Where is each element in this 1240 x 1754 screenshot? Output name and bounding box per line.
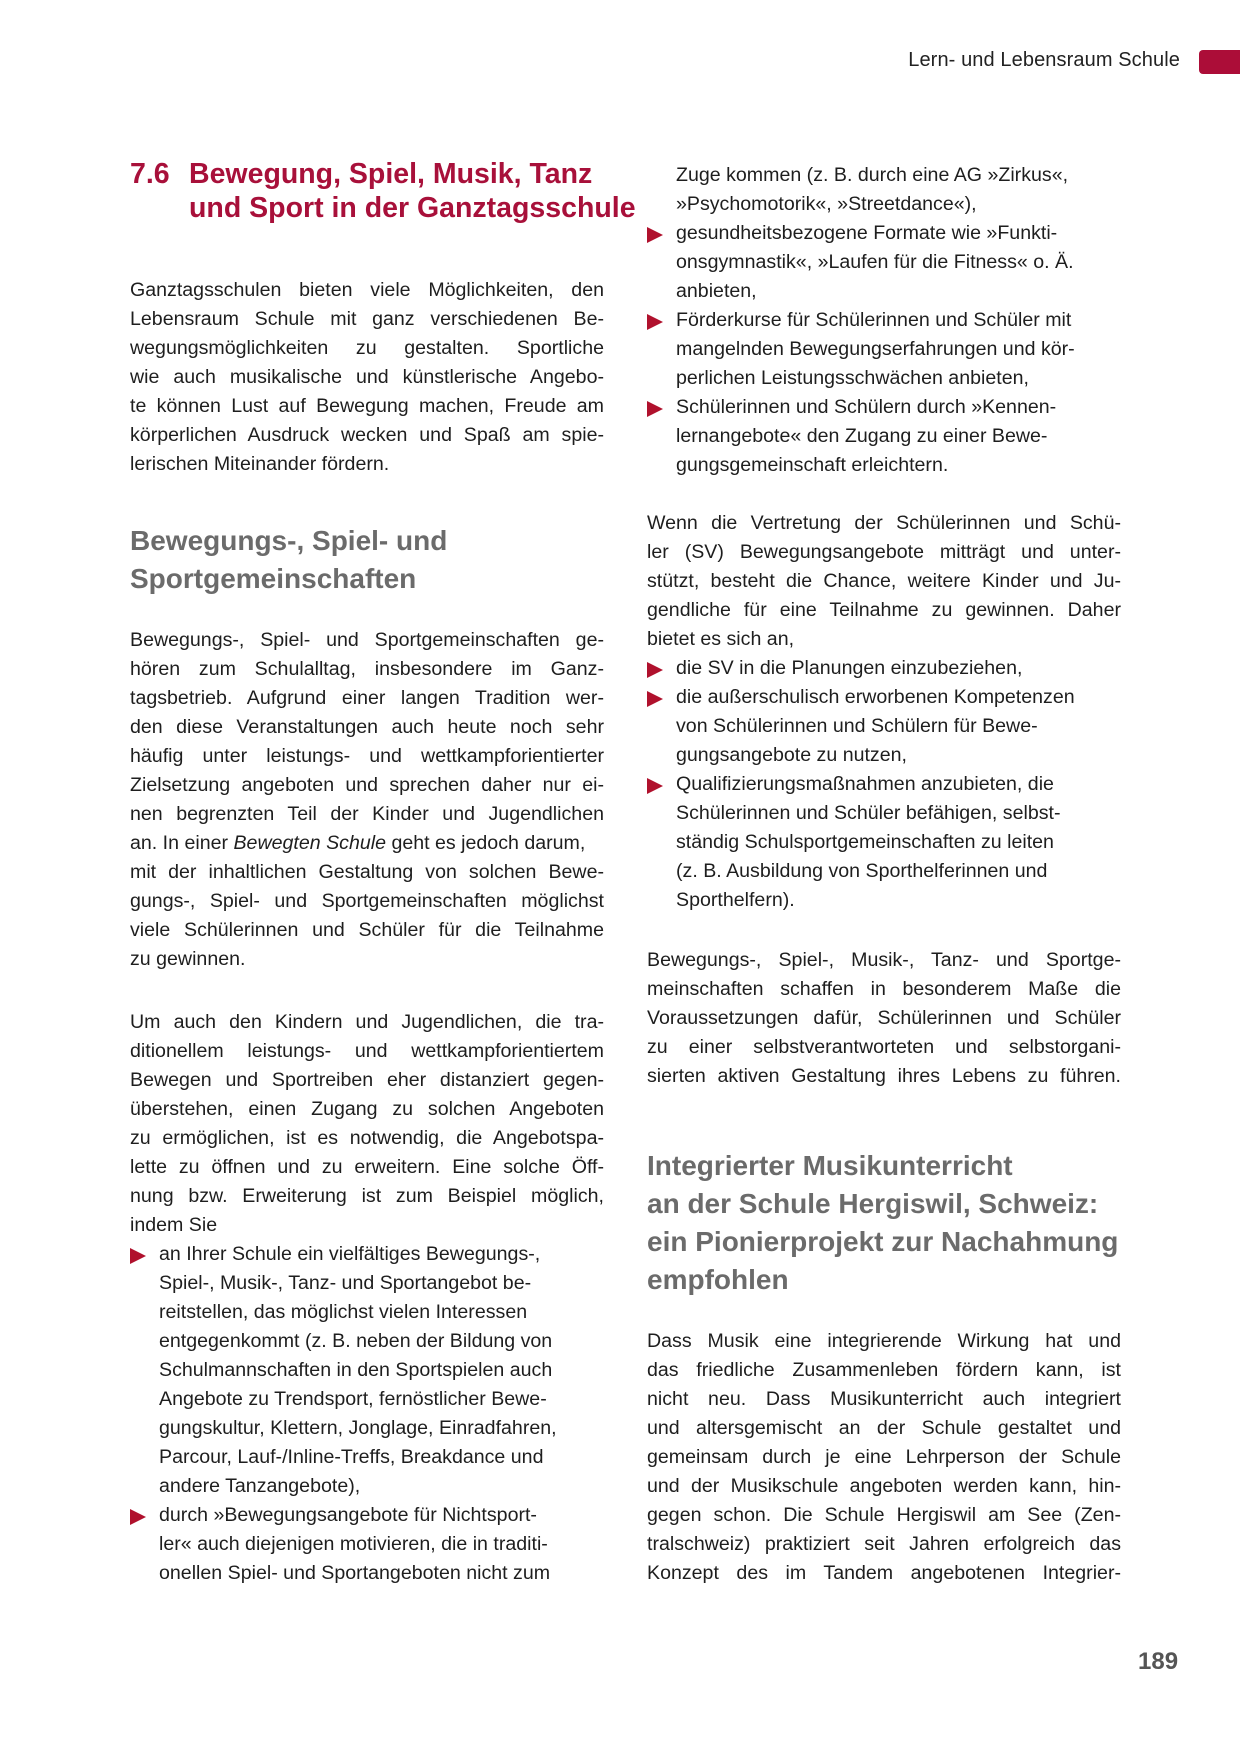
text-line: an Ihrer Schule ein vielfältiges Bewegungs-, [159,1243,541,1265]
text-line: lernangebote« den Zugang zu einer Bewe- [676,425,1048,447]
text-line: Angebote zu Trendsport, fernöstlicher Bewe- [159,1388,547,1410]
text-line: zu gewinnen. [130,948,246,970]
text-line: lette zu öffnen und zu erweitern. Eine solche Öff- [130,1156,604,1178]
triangle-bullet-icon [130,1248,146,1264]
text-line: Ganztagsschulen bieten viele Möglichkeiten, den [130,279,604,301]
text-line: nung bzw. Erweiterung ist zum Beispiel möglich, [130,1185,604,1207]
text-line: wie auch musikalische und künstlerische Angebo- [130,366,604,388]
text-line [130,829,604,858]
text-line: ditionellem leistungs- und wettkampforientiertem [130,1040,604,1062]
text-line: gungsgemeinschaft erleichtern. [676,454,949,476]
text-line: gungskultur, Klettern, Jonglage, Einradfahren, [159,1417,557,1439]
text-line: perlichen Leistungsschwächen anbieten, [676,367,1029,389]
subheading-line: Sportgemeinschaften [130,563,417,594]
text-line: ler (SV) Bewegungsangebote mitträgt und unter- [647,541,1121,563]
text-line: Bewegen und Sportreiben eher distanziert gegen- [130,1069,604,1091]
text-line: Um auch den Kindern und Jugendlichen, die tra- [130,1011,604,1033]
text-line: und der Musikschule angeboten werden kann, hin- [647,1475,1121,1497]
text-line: Schülerinnen und Schülern durch »Kennen- [676,396,1057,418]
triangle-bullet-icon [647,662,663,678]
text-line: Förderkurse für Schülerinnen und Schüler mit [676,309,1072,331]
triangle-bullet-icon [647,314,663,330]
text-line: onellen Spiel- und Sportangeboten nicht zum [159,1562,551,1584]
section-title-line: und Sport in der Ganztagsschule [189,192,636,224]
triangle-bullet-icon [647,778,663,794]
triangle-bullet-icon [647,227,663,243]
text-line: Zielsetzung angeboten und sprechen daher nur ei- [130,774,604,796]
text-line: mit der inhaltlichen Gestaltung von solchen Bewe- [130,861,604,883]
text-line: bietet es sich an, [647,628,795,650]
text-line: ständig Schulsportgemeinschaften zu leiten [676,831,1054,853]
text-line: ler« auch diejenigen motivieren, die in traditi- [159,1533,548,1555]
text-line: durch »Bewegungsangebote für Nichtsport- [159,1504,537,1526]
subheading-line: an der Schule Hergiswil, Schweiz: [647,1188,1099,1219]
triangle-bullet-icon [647,691,663,707]
triangle-bullet-icon [647,401,663,417]
text-line: gungs-, Spiel- und Sportgemeinschaften möglichst [130,890,604,912]
text-line: und altersgemischt an der Schule gestaltet und [647,1417,1121,1439]
text-line: Dass Musik eine integrierende Wirkung hat und [647,1330,1121,1352]
text-line: viele Schülerinnen und Schüler für die Teilnahme [130,919,604,941]
page-number: 189 [1138,1648,1179,1675]
text-line: Sporthelfern). [676,889,795,911]
text-line: indem Sie [130,1214,218,1236]
text-line: wegungsmöglichkeiten zu gestalten. Sportliche [130,337,604,359]
running-head: Lern- und Lebensraum Schule [908,49,1180,71]
subheading-line: Bewegungs-, Spiel- und [130,525,448,556]
text-line: von Schülerinnen und Schülern für Bewe- [676,715,1038,737]
subheading-musikunterricht [647,1147,1118,1299]
text-line: zu ermöglichen, ist es notwendig, die Angebotspa- [130,1127,604,1149]
text-line: gemeinsam durch je eine Lehrperson der Schule [647,1446,1121,1468]
text-line: Lebensraum Schule mit ganz verschiedenen Be- [130,308,604,330]
text-line: mangelnden Bewegungserfahrungen und kör- [676,338,1075,360]
text-line: Schulmannschaften in den Sportspielen auch [159,1359,553,1381]
triangle-bullet-icon [130,1509,146,1525]
text-line: nicht neu. Dass Musikunterricht auch integriert [647,1388,1121,1410]
text-line: Parcour, Lauf-/Inline-Treffs, Breakdance und [159,1446,544,1468]
text-line: gendliche für eine Teilnahme zu gewinnen. Daher [647,599,1121,621]
text-line: Wenn die Vertretung der Schülerinnen und Schü- [647,512,1121,534]
text-line: Qualifizierungsmaßnahmen anzubieten, die [676,773,1054,795]
text-line: überstehen, einen Zugang zu solchen Angeboten [130,1098,604,1120]
text-line: Zuge kommen (z. B. durch eine AG »Zirkus«, [676,164,1069,186]
chapter-tab-marker [1199,50,1240,74]
text-line: körperlichen Ausdruck wecken und Spaß am spie- [130,424,604,446]
text-line: sierten aktiven Gestaltung ihres Lebens zu führen. [647,1065,1121,1087]
text-line: reitstellen, das möglichst vielen Interessen [159,1301,528,1323]
text-line: die außerschulisch erworbenen Kompetenzen [676,686,1075,708]
text-span: an. In einer [130,832,234,854]
text-line: nen begrenzten Teil der Kinder und Jugendlichen [130,803,604,825]
text-line: hören zum Schulalltag, insbesondere im Ganz- [130,658,604,680]
section-number: 7.6 [130,158,170,190]
text-line: gegen schon. Die Schule Hergiswil am See (Zen- [647,1504,1121,1526]
subheading-line: empfohlen [647,1264,789,1295]
text-line: andere Tanzangebote), [159,1475,361,1497]
text-line: anbieten, [676,280,757,302]
text-line: das friedliche Zusammenleben fördern kann, ist [647,1359,1121,1381]
text-span: geht es jedoch darum, [386,832,586,854]
section-title [130,155,636,235]
text-line: zu einer selbstverantworteten und selbstorgani- [647,1036,1121,1058]
section-title-line: Bewegung, Spiel, Musik, Tanz [189,158,593,190]
italic-term: Bewegten Schule [233,832,386,854]
text-line: gesundheitsbezogene Formate wie »Funkti- [676,222,1058,244]
text-line: stützt, besteht die Chance, weitere Kinder und Ju- [647,570,1121,592]
text-line: onsgymnastik«, »Laufen für die Fitness« o. Ä. [676,251,1074,273]
text-line: te können Lust auf Bewegung machen, Freude am [130,395,604,417]
text-line: Schülerinnen und Schüler befähigen, selbst- [676,802,1061,824]
text-line: Konzept des im Tandem angebotenen Integrier- [647,1562,1121,1584]
subheading-line: ein Pionierprojekt zur Nachahmung [647,1226,1119,1257]
text-line: »Psychomotorik«, »Streetdance«), [676,193,977,215]
text-line: tagsbetrieb. Aufgrund einer langen Tradition wer- [130,687,604,709]
subheading-sportgemeinschaften [130,522,447,598]
text-line: (z. B. Ausbildung von Sporthelferinnen und [676,860,1048,882]
text-line: lerischen Miteinander fördern. [130,453,390,475]
text-line: meinschaften schaffen in besonderem Maße die [647,978,1121,1000]
text-line: häufig unter leistungs- und wettkampforientierter [130,745,604,767]
text-line: Voraussetzungen dafür, Schülerinnen und Schüler [647,1007,1121,1029]
text-line: Bewegungs-, Spiel- und Sportgemeinschaften ge- [130,629,604,651]
text-line: tralschweiz) praktiziert seit Jahren erfolgreich das [647,1533,1121,1555]
text-line: Spiel-, Musik-, Tanz- und Sportangebot be- [159,1272,532,1294]
text-line: den diese Veranstaltungen auch heute noch sehr [130,716,604,738]
text-line: Bewegungs-, Spiel-, Musik-, Tanz- und Sportge- [647,949,1121,971]
text-line: entgegenkommt (z. B. neben der Bildung von [159,1330,553,1352]
subheading-line: Integrierter Musikunterricht [647,1150,1013,1181]
text-line: gungsangebote zu nutzen, [676,744,907,766]
text-line: die SV in die Planungen einzubeziehen, [676,657,1023,679]
